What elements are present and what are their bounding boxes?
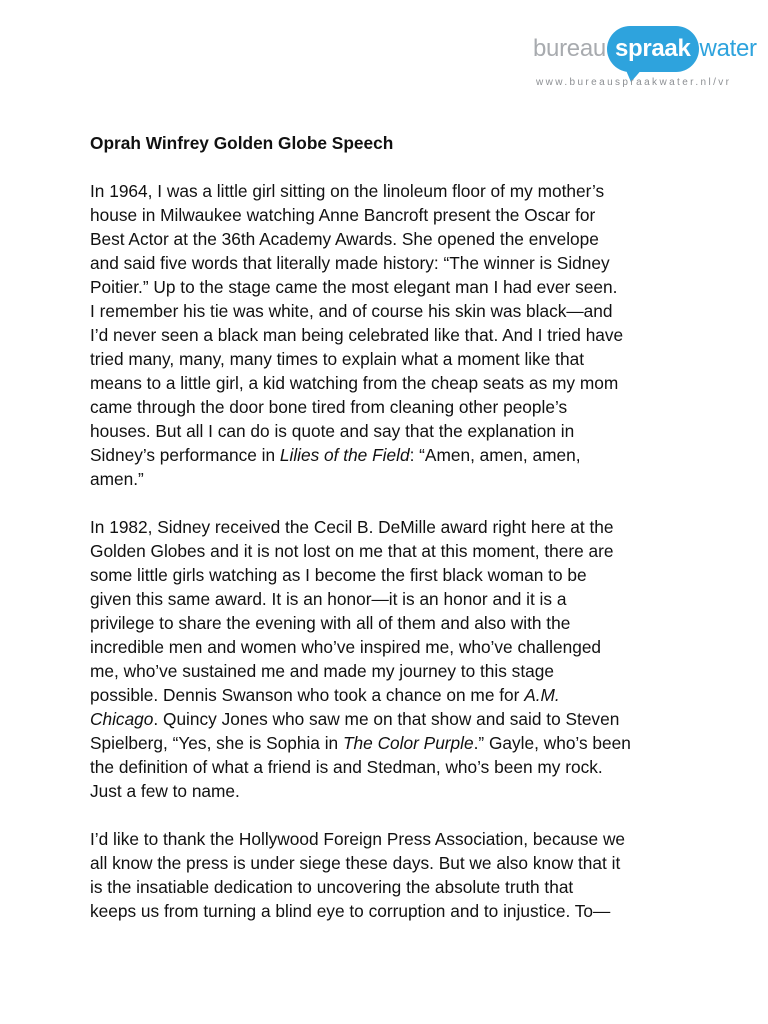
text-line: Just a few to name. (90, 781, 240, 801)
film-title: Lilies of the Field (279, 445, 410, 465)
logo-text-water: water (699, 35, 757, 62)
text-line: all know the press is under siege these days. But we also know that it (90, 853, 621, 873)
text-line: house in Milwaukee watching Anne Bancroft present the Oscar for (90, 205, 596, 225)
text-line: is the insatiable dedication to uncovering the absolute truth that (90, 877, 574, 897)
logo-url: www.bureauspraakwater.nl/vr (536, 77, 732, 88)
paragraph (90, 515, 690, 803)
text-line: I remember his tie was white, and of course his skin was black—and (90, 301, 613, 321)
paragraph (90, 179, 690, 491)
text-line: I’d like to thank the Hollywood Foreign Press Association, because we (90, 829, 626, 849)
logo-speech-bubble (607, 26, 699, 72)
logo-wordmark (533, 26, 757, 72)
text-line: Spielberg, “Yes, she is Sophia in The Color Purple.” Gayle, who’s been (90, 733, 631, 753)
text-line: possible. Dennis Swanson who took a chance on me for A.M. (90, 685, 560, 705)
document-body (90, 131, 690, 947)
text-line: privilege to share the evening with all of them and also with the (90, 613, 571, 633)
text-line: houses. But all I can do is quote and say that the explanation in (90, 421, 575, 441)
text-line: tried many, many, many times to explain what a moment like that (90, 349, 584, 369)
logo-text-spraak: spraak (614, 35, 691, 62)
text-line: some little girls watching as I become the first black woman to be (90, 565, 587, 585)
text-line: Chicago. Quincy Jones who saw me on that show and said to Steven (90, 709, 620, 729)
paragraph (90, 827, 690, 923)
text-line: given this same award. It is an honor—it is an honor and it is a (90, 589, 567, 609)
text-line: In 1982, Sidney received the Cecil B. DeMille award right here at the (90, 517, 614, 537)
text-line: the definition of what a friend is and Stedman, who’s been my rock. (90, 757, 603, 777)
text-line: Poitier.” Up to the stage came the most elegant man I had ever seen. (90, 277, 618, 297)
text-line: came through the door bone tired from cleaning other people’s (90, 397, 568, 417)
text-line: keeps us from turning a blind eye to corruption and to injustice. To— (90, 901, 611, 921)
text-line: means to a little girl, a kid watching from the cheap seats as my mom (90, 373, 619, 393)
text-line: Golden Globes and it is not lost on me that at this moment, there are (90, 541, 614, 561)
show-title: Chicago (90, 709, 154, 729)
film-title: The Color Purple (342, 733, 474, 753)
text-line: incredible men and women who’ve inspired me, who’ve challenged (90, 637, 602, 657)
text-line: and said five words that literally made history: “The winner is Sidney (90, 253, 610, 273)
show-title: A.M. (524, 685, 560, 705)
text-line: I’d never seen a black man being celebrated like that. And I tried have (90, 325, 624, 345)
text-line: In 1964, I was a little girl sitting on the linoleum floor of my mother’s (90, 181, 605, 201)
document-title: Oprah Winfrey Golden Globe Speech (90, 133, 394, 153)
text-line: Sidney’s performance in Lilies of the Field: “Amen, amen, amen, (90, 445, 581, 465)
text-line: me, who’ve sustained me and made my journey to this stage (90, 661, 554, 681)
brand-logo (533, 18, 768, 92)
text-line: amen.” (90, 469, 144, 489)
text-line: Best Actor at the 36th Academy Awards. She opened the envelope (90, 229, 599, 249)
logo-text-bureau: bureau (533, 35, 606, 62)
